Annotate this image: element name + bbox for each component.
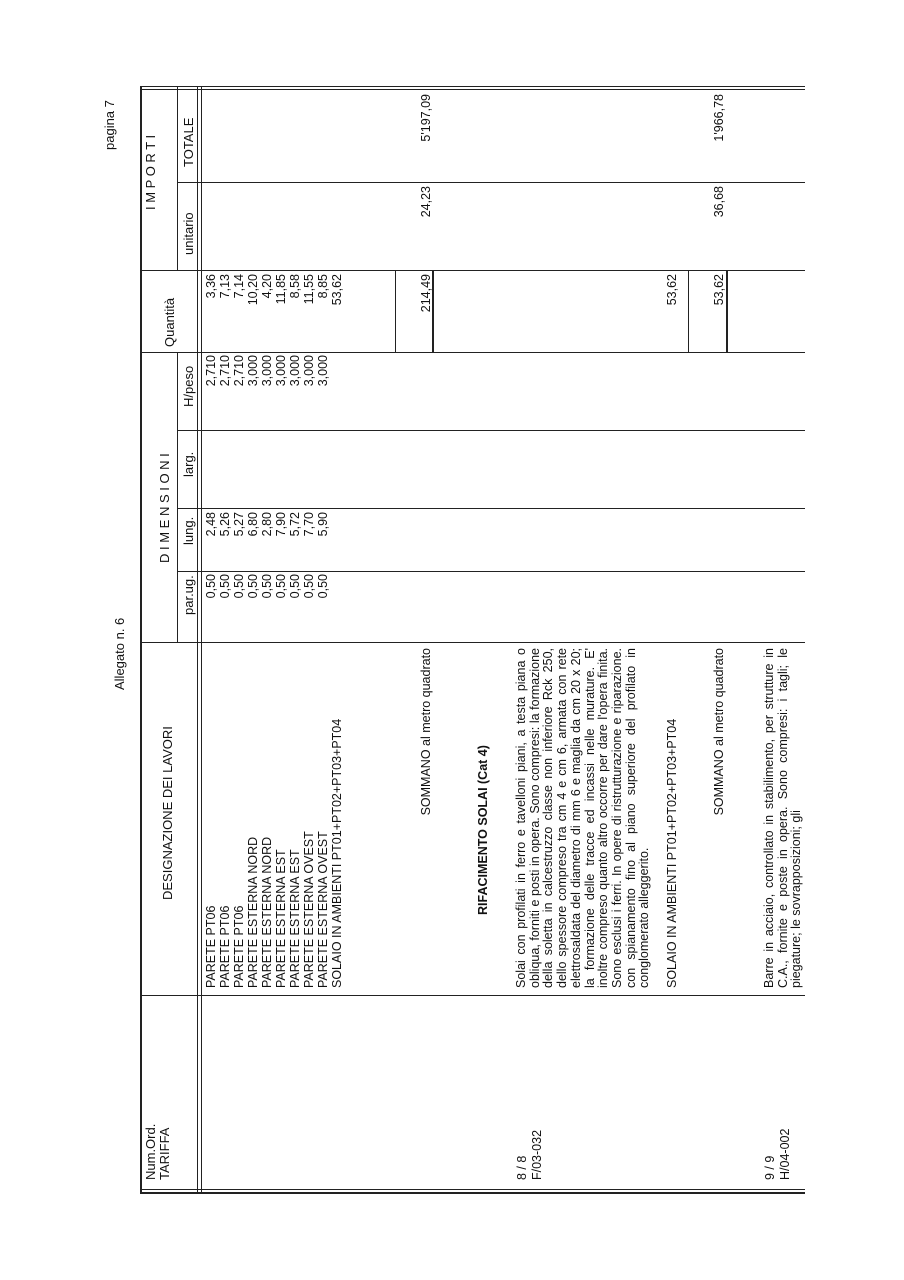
item-location: SOLAIO IN AMBIENTI PT01+PT02+PT03+PT04 <box>665 718 679 988</box>
row-lung: 5,90 <box>316 512 330 537</box>
col-sep-par <box>177 571 805 572</box>
row-h: 2,710 <box>218 355 232 387</box>
row-desc: PARETE ESTERNA NORD <box>260 836 274 988</box>
item-tariffa: H/04-002 <box>778 1128 792 1180</box>
row-par: 0,50 <box>288 574 302 599</box>
header-tariffa: TARIFFA <box>157 1127 172 1180</box>
row-lung: 5,26 <box>218 512 232 537</box>
header-num-ord: Num.Ord. <box>143 1123 158 1180</box>
row-par: 0,50 <box>204 574 218 599</box>
header-quantita: Quantità <box>162 297 177 347</box>
row-desc: PARETE ESTERNA NORD <box>246 836 260 988</box>
header-par-ug: par.ug. <box>181 575 196 615</box>
row-quantita: 4,20 <box>260 274 274 299</box>
row-h: 3,000 <box>288 355 302 387</box>
item-number: 8 / 8 <box>515 1155 529 1180</box>
header-h-peso: H/peso <box>181 365 196 407</box>
row-lung: 2,80 <box>260 512 274 537</box>
table-left-border <box>140 1192 805 1194</box>
row-h: 3,000 <box>274 355 288 387</box>
col-sep-desc <box>140 642 805 643</box>
header-bottom-line <box>197 86 198 1194</box>
summary-label: SOMMANO al metro quadrato <box>712 648 726 816</box>
row-par: 0,50 <box>246 574 260 599</box>
row-desc: PARETE ESTERNA EST <box>288 849 302 988</box>
allegato-label: Allegato n. 6 <box>112 617 127 690</box>
row-desc: PARETE ESTERNA OVEST <box>302 831 316 988</box>
col-sep-unitario <box>177 182 805 183</box>
row-quantita: 11,85 <box>274 274 288 305</box>
row-lung: 7,70 <box>302 512 316 537</box>
row-lung: 2,48 <box>204 512 218 537</box>
summary-totale: 5'197,09 <box>419 94 433 142</box>
row-desc: PARETE PT06 <box>232 905 246 988</box>
header-importi: I M P O R T I <box>143 134 158 210</box>
row-par: 0,50 <box>218 574 232 599</box>
row-par: 0,50 <box>302 574 316 599</box>
header-dimensioni: D I M E N S I O N I <box>157 453 172 563</box>
summary-label: SOMMANO al metro quadrato <box>419 648 433 816</box>
item-quantita: 53,62 <box>665 274 679 306</box>
row-par: 0,50 <box>232 574 246 599</box>
page-number: pagina 7 <box>102 100 117 150</box>
subtotal-tick <box>344 270 432 271</box>
summary-quantita: 53,62 <box>712 274 726 306</box>
table-right-border-inner <box>140 89 805 90</box>
row-desc: PARETE PT06 <box>218 905 232 988</box>
row-lung: 7,90 <box>274 512 288 537</box>
dimensioni-underline <box>177 353 178 643</box>
subtotal-rule <box>688 271 689 353</box>
row-par: 0,50 <box>260 574 274 599</box>
row-h: 3,000 <box>260 355 274 387</box>
row-lung: 5,72 <box>288 512 302 537</box>
summary-totale: 1'966,78 <box>712 94 726 142</box>
row-quantita: 7,14 <box>232 274 246 299</box>
table-left-border-inner <box>140 1189 805 1190</box>
row-h: 3,000 <box>246 355 260 387</box>
row-quantita: 10,20 <box>246 274 260 306</box>
item-number: 9 / 9 <box>763 1155 777 1180</box>
row-desc: PARETE ESTERNA OVEST <box>316 831 330 988</box>
summary-quantita: 214,49 <box>419 274 433 313</box>
row-h: 3,000 <box>316 355 330 387</box>
row-par: 0,50 <box>316 574 330 599</box>
row-quantita: 8,85 <box>316 274 330 299</box>
row-lung: 6,80 <box>246 512 260 537</box>
subtotal-rule <box>395 271 396 353</box>
col-sep-larg <box>177 430 805 431</box>
subtotal-tick <box>680 270 726 271</box>
summary-unitario: 36,68 <box>712 186 726 218</box>
row-desc: PARETE ESTERNA EST <box>274 849 288 988</box>
col-sep-lung <box>177 508 805 509</box>
row-h: 3,000 <box>302 355 316 387</box>
header-bottom-line-2 <box>201 86 202 1194</box>
col-sep-num <box>140 995 805 996</box>
importi-underline <box>177 87 178 271</box>
summary-unitario: 24,23 <box>419 186 433 218</box>
row-quantita: 11,55 <box>302 274 316 305</box>
table-right-border <box>140 86 805 87</box>
table-top-border <box>140 86 142 1194</box>
header-totale: TOTALE <box>181 117 196 167</box>
row-lung: 5,27 <box>232 512 246 537</box>
row-quantita: 53,62 <box>330 274 344 306</box>
row-desc: PARETE PT06 <box>204 905 218 988</box>
row-desc: SOLAIO IN AMBIENTI PT01+PT02+PT03+PT04 <box>330 718 344 988</box>
header-larg: larg. <box>181 451 196 477</box>
row-h: 2,710 <box>232 355 246 387</box>
col-sep-hpeso <box>140 352 805 353</box>
item-description: Solai con profilati in ferro e tavelloni piani, a testa piana o obliqua, forniti e posti in opera. Sono compresi: la formazione della soletta in calcestruzzo classe non inferiore Rck 250, dello spessore compreso tra cm 4 e cm 6, armata con rete elettrosaldata del diametro di mm 6 e maglia da cm 20 x 20; la formazione delle tracce ed incassi nelle murature. E' inoltre compreso quanto altro occorre per dare l'opera finita. Sono esclusi i ferri. In opere di ristrutturazione e riparazione. con spianamento fino al piano superiore del profilato in conglomerato alleggerito. <box>514 648 652 988</box>
row-quantita: 3,36 <box>204 274 218 299</box>
header-unitario: unitario <box>181 212 196 255</box>
item-description: Barre in acciaio, controllato in stabilimento, per strutture in C.A., fornite e poste in opera. Sono compresi: i tagli; le piegature; le sovrapposizioni; gli <box>762 648 804 988</box>
row-h: 2,710 <box>204 355 218 387</box>
row-par: 0,50 <box>274 574 288 599</box>
section-title: RIFACIMENTO SOLAI (Cat 4) <box>476 745 490 915</box>
total-rule <box>726 271 728 353</box>
row-quantita: 8,58 <box>288 274 302 299</box>
header-designazione: DESIGNAZIONE DEI LAVORI <box>160 726 175 900</box>
header-lung: lung. <box>181 516 196 545</box>
item-tariffa: F/03-032 <box>530 1129 544 1180</box>
row-quantita: 7,13 <box>218 274 232 299</box>
